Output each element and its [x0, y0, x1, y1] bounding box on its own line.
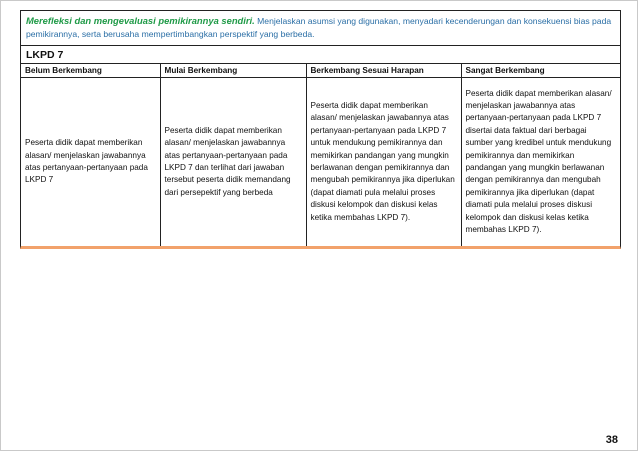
rubric-header-row [21, 64, 620, 78]
rubric-table [21, 64, 620, 246]
header-mulai-berkembang: Mulai Berkembang [160, 64, 306, 78]
header-berkembang-sesuai-harapan: Berkembang Sesuai Harapan [306, 64, 461, 78]
page-number: 38 [605, 434, 618, 446]
header-sangat-berkembang: Sangat Berkembang [461, 64, 620, 78]
intro-highlight: Merefleksi dan mengevaluasi pemikirannya sendiri. [26, 15, 255, 26]
intro-text: Menjelaskan asumsi yang digunakan, menyadari kecenderungan dan konsekuensi bias pada pemikirannya, serta berusaha mempertimbangkan perspektif yang berbeda. [26, 16, 612, 39]
intro-paragraph [21, 11, 620, 46]
cell-belum-berkembang: Peserta didik dapat memberikan alasan/ menjelaskan jawabannya atas pertanyaan-pertanyaan pada LKPD 7 [21, 78, 160, 247]
cell-sangat-berkembang: Peserta didik dapat memberikan alasan/ menjelaskan jawabannya atas pertanyaan-pertanyaan pada LKPD 7 disertai data faktual dari berbagai sumber yang kredibel untuk mendukung pemikirannya dan memikirkan pandangan yang mungkin berlawanan dengan pemikirannya dan mengubah pemikirannya jika diperlukan (dapat diamati pula melalui proses diskusi kelompok dan diskusi kelas ketika membahas LKPD 7). [465, 88, 612, 235]
document-table [20, 10, 621, 249]
cell-berkembang-sesuai-harapan: Peserta didik dapat memberikan alasan/ menjelaskan jawabannya atas pertanyaan-pertanyaan pada LKPD 7 untuk mendukung pemikirannya dan memikirkan pandangan yang mungkin berlawanan dengan pemikirannya dan mengubah pemikirannya jika diperlukan (dapat diamati pula melalui proses diskusi kelompok dan diskusi kelas ketika membahas LKPD 7). [306, 78, 461, 247]
cell-mulai-berkembang: Peserta didik dapat memberikan alasan/ menjelaskan jawabannya atas pertanyaan-pertanyaan pada LKPD 7 dan terlihat dari jawaban tersebut peserta didik memandang dari persepektif yang berbeda [160, 78, 306, 247]
lkpd-title: LKPD 7 [21, 46, 620, 64]
header-belum-berkembang: Belum Berkembang [21, 64, 160, 78]
rubric-row [21, 78, 620, 247]
